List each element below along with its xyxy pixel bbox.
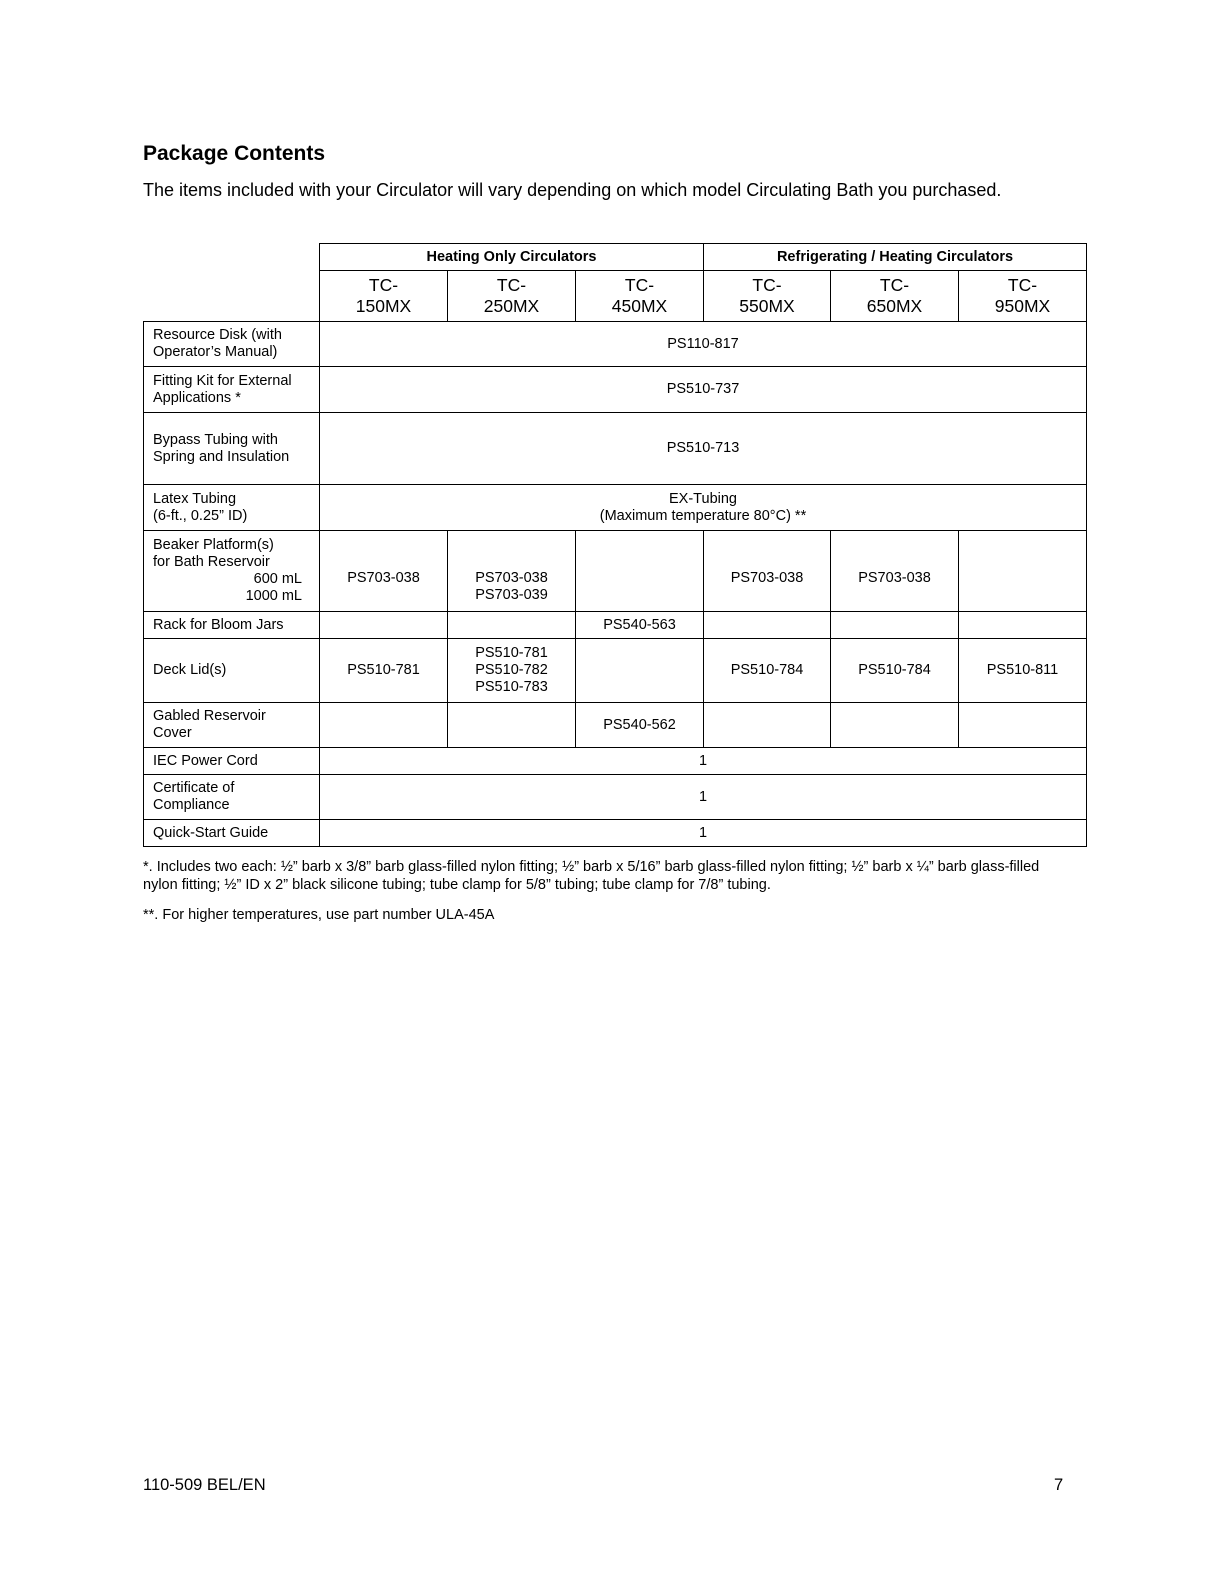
footer-doc-number: 110-509 BEL/EN xyxy=(143,1476,266,1494)
row-label: Gabled Reservoir Cover xyxy=(144,703,320,748)
model-header-row xyxy=(144,271,1087,322)
table-cell: PS703-038 xyxy=(704,531,831,612)
table-cell: PS510-784 xyxy=(704,639,831,703)
table-cell xyxy=(448,703,576,748)
row-label: Fitting Kit for External Applications * xyxy=(144,367,320,413)
row-label: Deck Lid(s) xyxy=(144,639,320,703)
footer-page-number: 7 xyxy=(1054,1476,1064,1494)
table-cell xyxy=(831,612,959,639)
table-cell xyxy=(448,612,576,639)
table-cell xyxy=(959,531,1087,612)
table-cell xyxy=(959,612,1087,639)
row-label: Resource Disk (with Operator’s Manual) xyxy=(144,322,320,367)
table-row-bypass-tubing xyxy=(144,413,1087,485)
group-heading-refrigerating: Refrigerating / Heating Circulators xyxy=(704,244,1087,271)
model-header: TC- 550MX xyxy=(704,271,831,322)
table-row-resource-disk xyxy=(144,322,1087,367)
size-label: 600 mL xyxy=(253,571,302,587)
intro-paragraph: The items included with your Circulator will vary depending on which model Circulating Bath you purchased. xyxy=(143,180,1002,200)
row-label: Rack for Bloom Jars xyxy=(144,612,320,639)
table-row-power-cord xyxy=(144,748,1087,775)
row-value: EX-Tubing (Maximum temperature 80°C) ** xyxy=(320,485,1087,531)
table-row-rack xyxy=(144,612,1087,639)
table-row-certificate xyxy=(144,775,1087,820)
table-row-fitting-kit xyxy=(144,367,1087,413)
model-header: TC- 250MX xyxy=(448,271,576,322)
table-cell xyxy=(831,703,959,748)
table-row-beaker-platform xyxy=(144,531,1087,612)
table-cell: PS510-781 PS510-782 PS510-783 xyxy=(448,639,576,703)
row-label: Beaker Platform(s) for Bath Reservoir 600 mL 1000 mL xyxy=(144,531,320,612)
footnote-single-asterisk: *. Includes two each: ½” barb x 3/8” barb glass-filled nylon fitting; ½” barb x 5/16” barb glass-filled nylon fitting; ½” barb x ¼” barb glass-filled nylon fitting; ½” ID x 2” black silicone tubing; tube clamp for 5/8” tubing; tube clamp for 7/8” tubing. xyxy=(143,859,1040,893)
model-header: TC- 950MX xyxy=(959,271,1087,322)
model-header: TC- 650MX xyxy=(831,271,959,322)
row-label: IEC Power Cord xyxy=(144,748,320,775)
row-label: Certificate of Compliance xyxy=(144,775,320,820)
table-cell xyxy=(704,703,831,748)
row-value: PS510-713 xyxy=(320,413,1087,485)
table-cell: PS540-563 xyxy=(576,612,704,639)
row-value: 1 xyxy=(320,748,1087,775)
table-cell: PS703-038 PS703-039 xyxy=(448,531,576,612)
table-row-latex-tubing xyxy=(144,485,1087,531)
footnote-double-asterisk: **. For higher temperatures, use part number ULA-45A xyxy=(143,907,495,923)
table-row-gabled-cover xyxy=(144,703,1087,748)
table-cell xyxy=(320,703,448,748)
table-cell xyxy=(576,531,704,612)
table-cell: PS540-562 xyxy=(576,703,704,748)
table-cell xyxy=(320,612,448,639)
row-value: 1 xyxy=(320,775,1087,820)
row-label: Quick-Start Guide xyxy=(144,820,320,847)
row-value: PS110-817 xyxy=(320,322,1087,367)
table-row-deck-lid xyxy=(144,639,1087,703)
row-label: Bypass Tubing with Spring and Insulation xyxy=(144,413,320,485)
table-cell xyxy=(959,703,1087,748)
table-row-quick-start xyxy=(144,820,1087,847)
row-value: PS510-737 xyxy=(320,367,1087,413)
group-heading-heating: Heating Only Circulators xyxy=(320,244,704,271)
table-cell: PS510-811 xyxy=(959,639,1087,703)
table-cell xyxy=(704,612,831,639)
row-value: 1 xyxy=(320,820,1087,847)
table-cell: PS510-781 xyxy=(320,639,448,703)
table-cell: PS510-784 xyxy=(831,639,959,703)
group-header-row xyxy=(144,244,1087,271)
model-header: TC- 450MX xyxy=(576,271,704,322)
table-cell: PS703-038 xyxy=(320,531,448,612)
page-title: Package Contents xyxy=(143,142,326,165)
package-contents-table xyxy=(143,243,1087,847)
table-cell: PS703-038 xyxy=(831,531,959,612)
model-header: TC- 150MX xyxy=(320,271,448,322)
row-label: Latex Tubing (6-ft., 0.25” ID) xyxy=(144,485,320,531)
size-label: 1000 mL xyxy=(245,588,302,604)
table-cell xyxy=(576,639,704,703)
